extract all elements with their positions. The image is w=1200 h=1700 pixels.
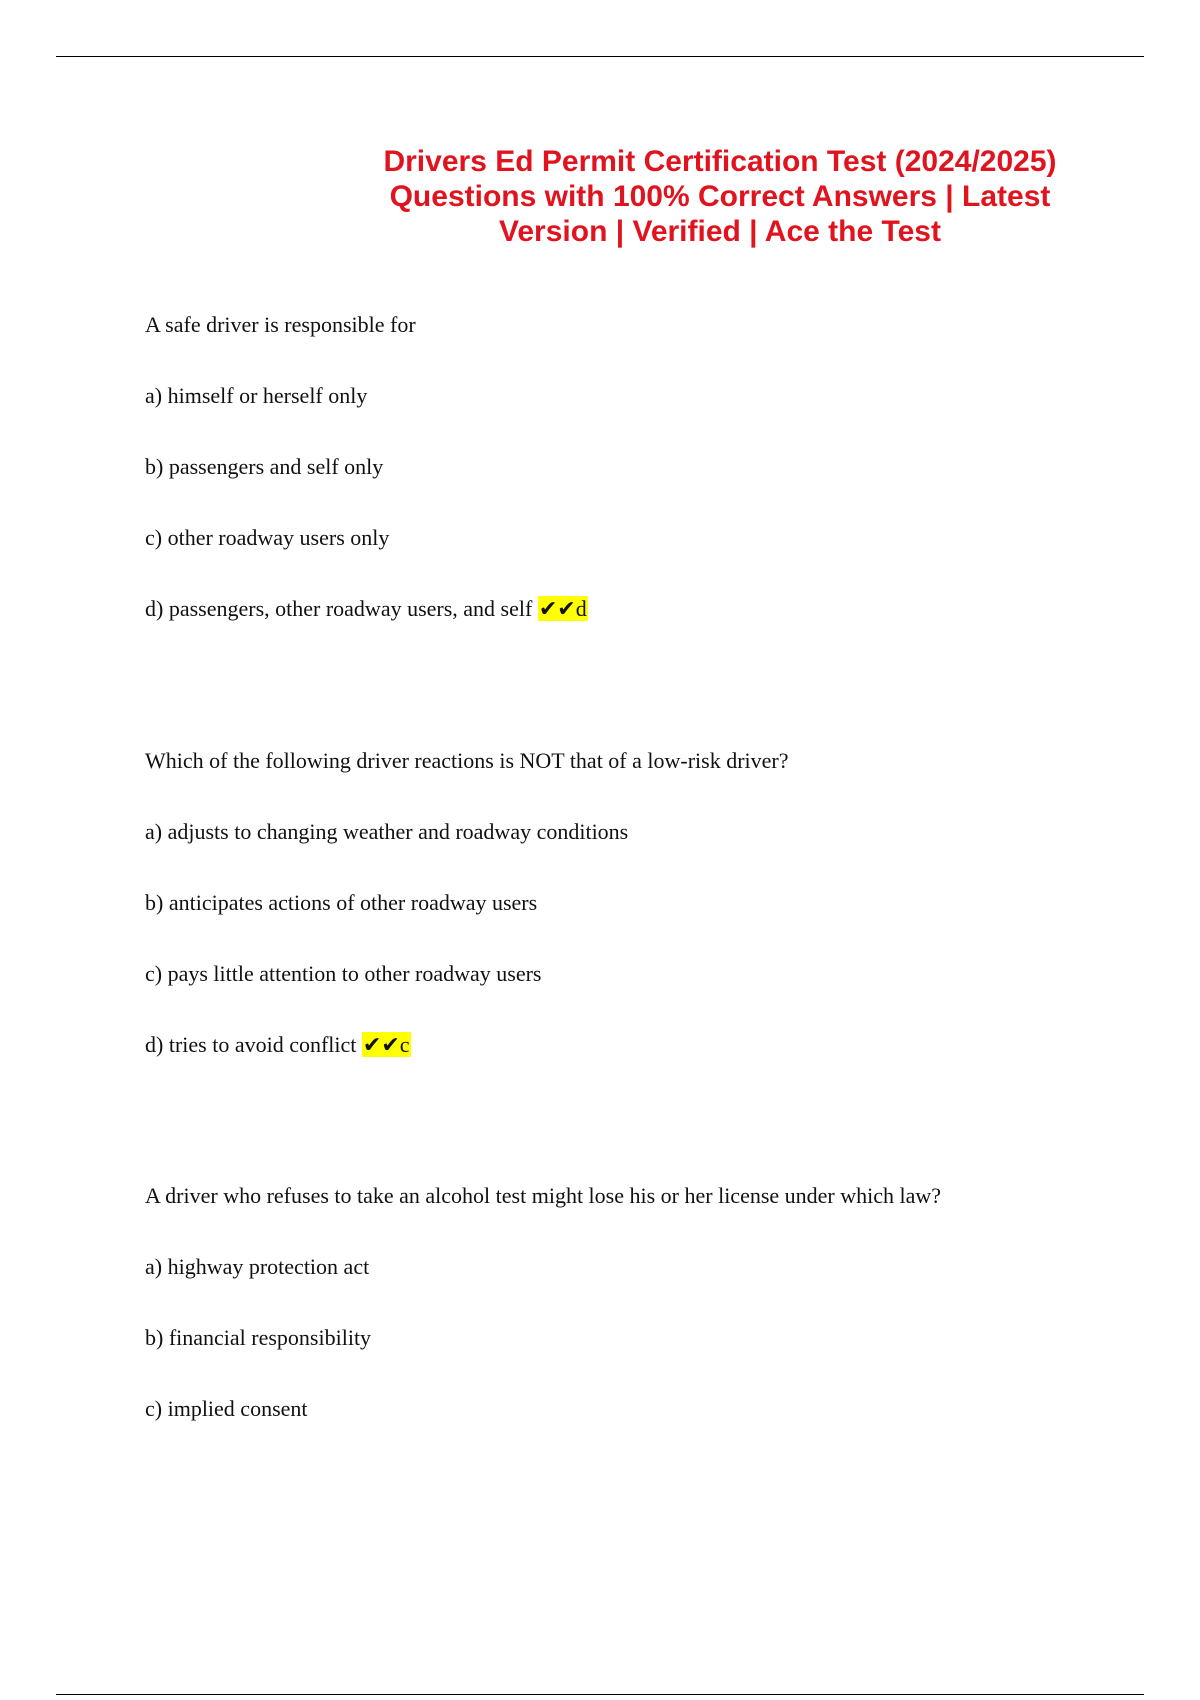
question-text: Which of the following driver reactions is NOT that of a low-risk driver? <box>145 748 789 773</box>
option-b: b) financial responsibility <box>145 1325 372 1350</box>
option-c: c) pays little attention to other roadway users <box>145 961 542 986</box>
option-b: b) anticipates actions of other roadway users <box>145 890 538 915</box>
top-rule <box>56 56 1144 57</box>
option-c: c) other roadway users only <box>145 525 390 550</box>
bottom-rule <box>56 1694 1144 1695</box>
option-b: b) passengers and self only <box>145 454 384 479</box>
option-d-text: d) tries to avoid conflict <box>145 1032 357 1057</box>
document-title <box>320 144 1120 249</box>
option-a: a) adjusts to changing weather and roadway conditions <box>145 819 629 844</box>
option-a: a) highway protection act <box>145 1254 370 1279</box>
question-text: A safe driver is responsible for <box>145 312 416 337</box>
answer-mark: ✔✔d <box>538 596 587 621</box>
option-d-text: d) passengers, other roadway users, and self <box>145 596 533 621</box>
title-line-3: Version | Verified | Ace the Test <box>499 215 941 248</box>
option-a: a) himself or herself only <box>145 383 368 408</box>
title-line-1: Drivers Ed Permit Certification Test (2024/2025) <box>383 145 1057 178</box>
option-d <box>145 595 588 623</box>
option-d <box>145 1031 411 1059</box>
question-text: A driver who refuses to take an alcohol test might lose his or her license under which law? <box>145 1183 942 1208</box>
answer-mark: ✔✔c <box>362 1032 410 1057</box>
title-line-2: Questions with 100% Correct Answers | Latest <box>389 180 1051 213</box>
option-c: c) implied consent <box>145 1396 308 1421</box>
